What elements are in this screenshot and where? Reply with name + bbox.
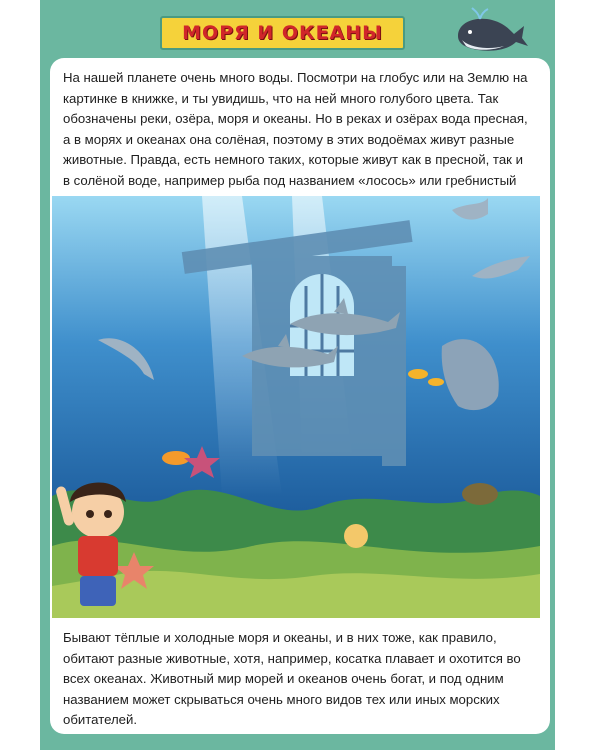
second-paragraph: Бывают тёплые и холодные моря и океаны, и в них тоже, как правило, обитают разные животные, хотя, например, косатка плавает и охотится во всех океанах. Животный мир морей и океанов очень богат, и под одним названием может скрываться очень много видов тех или иных морских обитателей.: [63, 630, 521, 727]
title-banner: [160, 16, 405, 50]
goldfish: [428, 378, 444, 386]
sea-turtle: [462, 483, 498, 505]
underwater-illustration: [52, 196, 540, 618]
whale-icon: [452, 6, 530, 56]
intro-paragraph: На нашей планете очень много воды. Посмотри на глобус или на Землю на картинке в книжке, и ты увидишь, что на ней много голубого цвета. Так обозначены реки, озёра, моря и океаны. Но в реках и озёрах вода пресная, а в морях и океанах она солёная, поэтому в этих водоёмах живут разные животные. Правда, есть немного таких, которые живут как в пресной, так и в солёной воде, например рыба под названием «лосось» или гребнистый: [63, 70, 528, 188]
goldfish: [408, 369, 428, 379]
page-title: МОРЯ И ОКЕАНЫ: [182, 22, 383, 44]
anemone: [344, 524, 368, 548]
